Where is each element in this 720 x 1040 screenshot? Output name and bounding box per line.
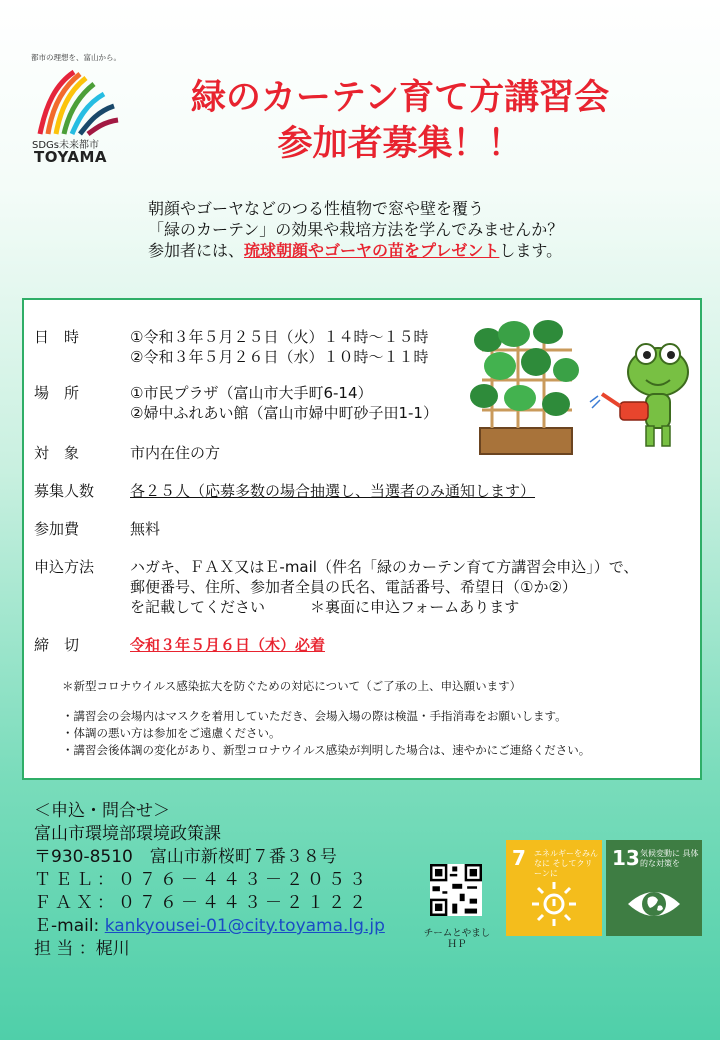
- qr-label-line-2: ＨＰ: [447, 939, 467, 950]
- earth-eye-icon: [626, 878, 682, 930]
- covid-header: ＊新型コロナウイルス感染拡大を防ぐための対応について（ご了承の上、申込願います）: [62, 679, 522, 693]
- date-2: ②令和３年５月２６日（水）１０時～１１時: [130, 348, 429, 366]
- apply-line-2: 郵便番号、住所、参加者全員の氏名、電話番号、希望日（①か②）: [130, 578, 577, 596]
- sdg-goal-13-badge: [606, 840, 702, 936]
- covid-note-1: ・講習会の会場内はマスクを着用していただき、会場入場の際は検温・手指消毒をお願いします。: [62, 709, 567, 723]
- planter-icon: [470, 320, 579, 454]
- contact-department: 富山市環境部環境政策課: [34, 824, 221, 844]
- contact-staff: 担 当 ：梶川: [34, 939, 130, 959]
- email-link[interactable]: kankyousei-01@city.toyama.lg.jp: [104, 916, 385, 936]
- contact-email-row: [34, 915, 385, 938]
- deadline-value: 令和３年５月６日（木）必着: [130, 636, 326, 654]
- event-details-box: [22, 298, 702, 780]
- logo-sdgs-text: SDGs未来都市: [32, 140, 100, 151]
- target-label: 対 象: [34, 444, 80, 462]
- logo-city-text: TOYAMA: [34, 148, 108, 166]
- sun-power-icon: [526, 878, 582, 930]
- date-1: ①令和３年５月２５日（火）１４時～１５時: [130, 328, 429, 346]
- target-value: 市内在住の方: [130, 444, 221, 462]
- capacity-label: 募集人数: [34, 482, 95, 500]
- covid-note-2: ・体調の悪い方は参加をご遠慮ください。: [62, 726, 281, 740]
- qr-code-icon[interactable]: [430, 864, 482, 916]
- intro-line-3: [148, 240, 563, 261]
- sdg7-text: エネルギーをみんなに そしてクリーンに: [534, 849, 598, 878]
- intro-text: [148, 198, 563, 261]
- place-1: ①市民プラザ（富山市大手町6-14）: [130, 384, 373, 402]
- email-label: Ｅ-mail:: [34, 916, 105, 936]
- place-label: 場 所: [34, 384, 80, 402]
- intro-line-1: 朝顔やゴーヤなどのつる性植物で窓や壁を覆う: [148, 199, 485, 218]
- qr-label-line-1: チームとやまし: [423, 928, 491, 939]
- covid-note-3: ・講習会後体調の変化があり、新型コロナウイルス感染が判明した場合は、速やかにご連絡ください。: [62, 743, 591, 757]
- place-2: ②婦中ふれあい館（富山市婦中町砂子田1-1）: [130, 404, 438, 422]
- sdg13-text: 気候変動に 具体的な対策を: [640, 849, 699, 868]
- contact-heading: ＜申込・問合せ＞: [34, 801, 170, 821]
- sdg13-number: 13: [612, 846, 640, 870]
- frog-icon: [628, 344, 688, 446]
- gift-highlight: 琉球朝顔やゴーヤの苗をプレゼント: [244, 241, 500, 260]
- intro-line-3-prefix: 参加者には、: [148, 241, 245, 260]
- fee-label: 参加費: [34, 520, 80, 538]
- qr-label: [416, 928, 498, 950]
- sdg-goal-7-badge: [506, 840, 602, 936]
- capacity-value: 各２５人（応募多数の場合抽選し、当選者のみ通知します）: [130, 482, 536, 500]
- intro-line-3-suffix: します。: [499, 241, 563, 260]
- intro-line-2: 「緑のカーテン」の効果や栽培方法を学んでみませんか？: [148, 220, 564, 239]
- apply-line-1: ハガキ、ＦＡＸ又はＥ-mail（件名「緑のカーテン育て方講習会申込」）で、: [130, 558, 639, 576]
- contact-fax: ＦＡＸ：０７６－４４３－２１２２: [34, 893, 370, 913]
- page-title: 緑のカーテン育て方講習会: [190, 78, 610, 118]
- rainbow-swoosh-icon: [34, 64, 120, 136]
- deadline-label: 締 切: [34, 636, 80, 654]
- toyama-sdgs-logo: [30, 52, 122, 166]
- apply-label: 申込方法: [34, 558, 95, 576]
- sdg7-number: 7: [512, 846, 526, 870]
- apply-line-3: を記載してください ＊裏面に申込フォームあります: [130, 598, 520, 616]
- page-subtitle: 参加者募集！！: [277, 124, 523, 164]
- contact-block: [34, 800, 385, 961]
- contact-address: 〒930-8510 富山市新桜町７番３８号: [34, 847, 337, 867]
- contact-tel: ＴＥＬ：０７６－４４３－２０５３: [34, 870, 370, 890]
- logo-tagline: 都市の理想を、富山から。: [31, 53, 121, 62]
- fee-value: 無料: [130, 520, 161, 538]
- green-curtain-frog-illustration: [452, 310, 697, 460]
- date-label: 日 時: [34, 328, 80, 346]
- watering-can-icon: [590, 394, 648, 420]
